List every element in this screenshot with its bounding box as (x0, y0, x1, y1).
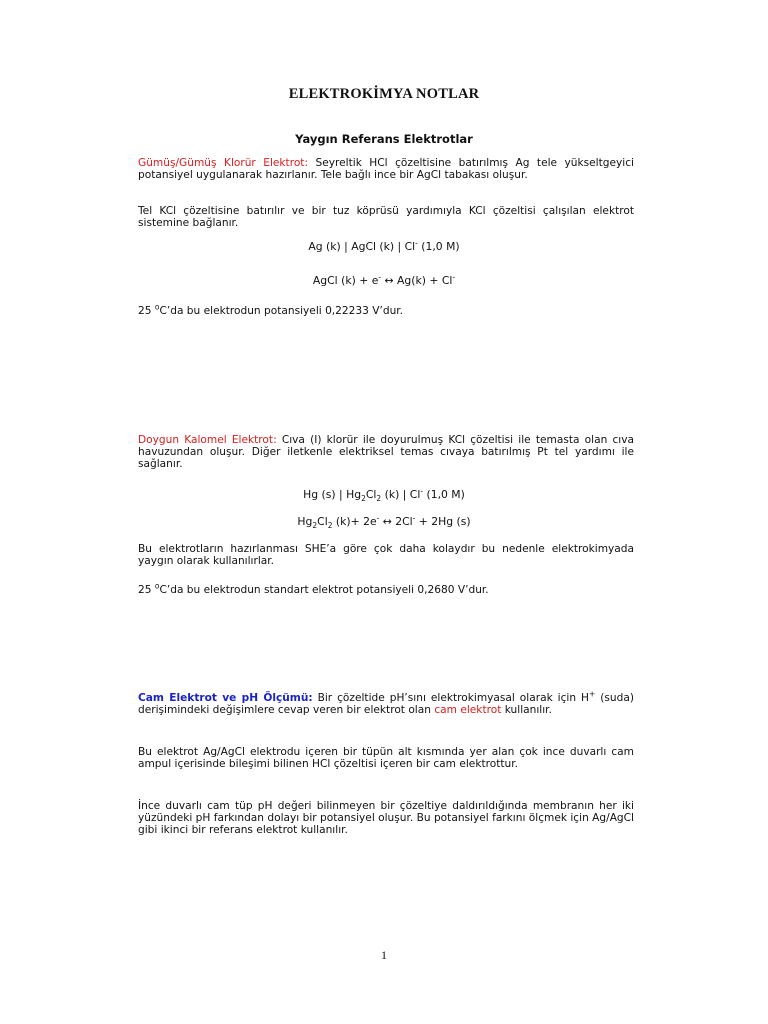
silver-electrode-text: Seyreltik HCl çözeltisine batırılmış Ag tele yükseltgeyici potansiyel uygulanarak hazırlanır. Tele bağlı ince bir AgCl tabakası oluşur. (138, 157, 634, 182)
calomel-electrode-potential: 25 $^o$C’da bu elektrodun standart elektrot potansiyeli 0,2680 V’dur. (138, 581, 489, 596)
glass-electrode-paragraph: Cam Elektrot ve pH Ölçümü: Bir çözeltide pH’sını elektrokimyasal olarak için H+ (suda) derişimindeki değişimlere cevap veren bir elektrot olan cam elektrot kullanılır. (138, 689, 634, 717)
document-title: ELEKTROKİMYA NOTLAR (288, 86, 480, 102)
calomel-electrode-reaction: $Hg_2Cl_2$ (k)+ 2e- ↔ 2Cl- + 2Hg (s) (297, 513, 471, 531)
silver-electrode-reaction: AgCl (k) + e- ↔ Ag(k) + Cl- (312, 272, 456, 287)
calomel-electrode-paragraph (138, 434, 634, 471)
calomel-electrode-text: Cıva (I) klorür ile doyurulmuş KCl çözeltisi ile temasta olan cıva havuzundan oluşur. Diğer iletkenle elektriksel temas cıvaya batırılmış Pt tel yardımı ile sağlanır. (138, 434, 634, 471)
silver-electrode-heading: Gümüş/Gümüş Klorür Elektrot: (138, 157, 309, 169)
silver-electrode-potential: 25 $^o$C’da bu elektrodun potansiyeli 0,22233 V’dur. (138, 302, 404, 317)
section-subtitle: Yaygın Referans Elektrotlar (295, 132, 473, 146)
glass-electrode-heading: Cam Elektrot ve pH Ölçümü: (138, 692, 313, 704)
glass-electrode-description: Bu elektrot Ag/AgCl elektrodu içeren bir tüpün alt kısmında yer alan çok ince duvarlı cam ampul içerisinde bileşimi bilinen HCl çözeltisi içeren bir cam elektrottur. (138, 746, 634, 771)
silver-electrode-cell-notation: Ag (k) | AgCl (k) | Cl- (1,0 M) (308, 238, 460, 253)
glass-electrode-measurement: İnce duvarlı cam tüp pH değeri bilinmeyen bir çözeltiye daldırıldığında membranın her iki yüzündeki pH farkından dolayı bir potansiyel oluşur. Bu potansiyel farkını ölçmek için Ag/AgCl gibi ikinci bir referans elektrot kullanılır. (138, 800, 635, 837)
calomel-electrode-cell-notation: Hg (s) | $Hg_2Cl_2$ (k) | Cl- (1,0 M) (303, 486, 465, 504)
silver-electrode-kcl-paragraph: Tel KCl çözeltisine batırılır ve bir tuz köprüsü yardımıyla KCl çözeltisi çalışılan elektrot sistemine bağlanır. (138, 205, 634, 230)
calomel-electrode-heading: Doygun Kalomel Elektrot: (138, 434, 277, 446)
calomel-electrode-usage: Bu elektrotların hazırlanması SHE’a göre çok daha kolaydır bu nedenle elektrokimyada yaygın olarak kullanılırlar. (138, 543, 634, 568)
page-number: 1 (381, 948, 387, 962)
silver-electrode-paragraph (138, 157, 634, 181)
glass-electrode-term: cam elektrot (434, 704, 502, 717)
